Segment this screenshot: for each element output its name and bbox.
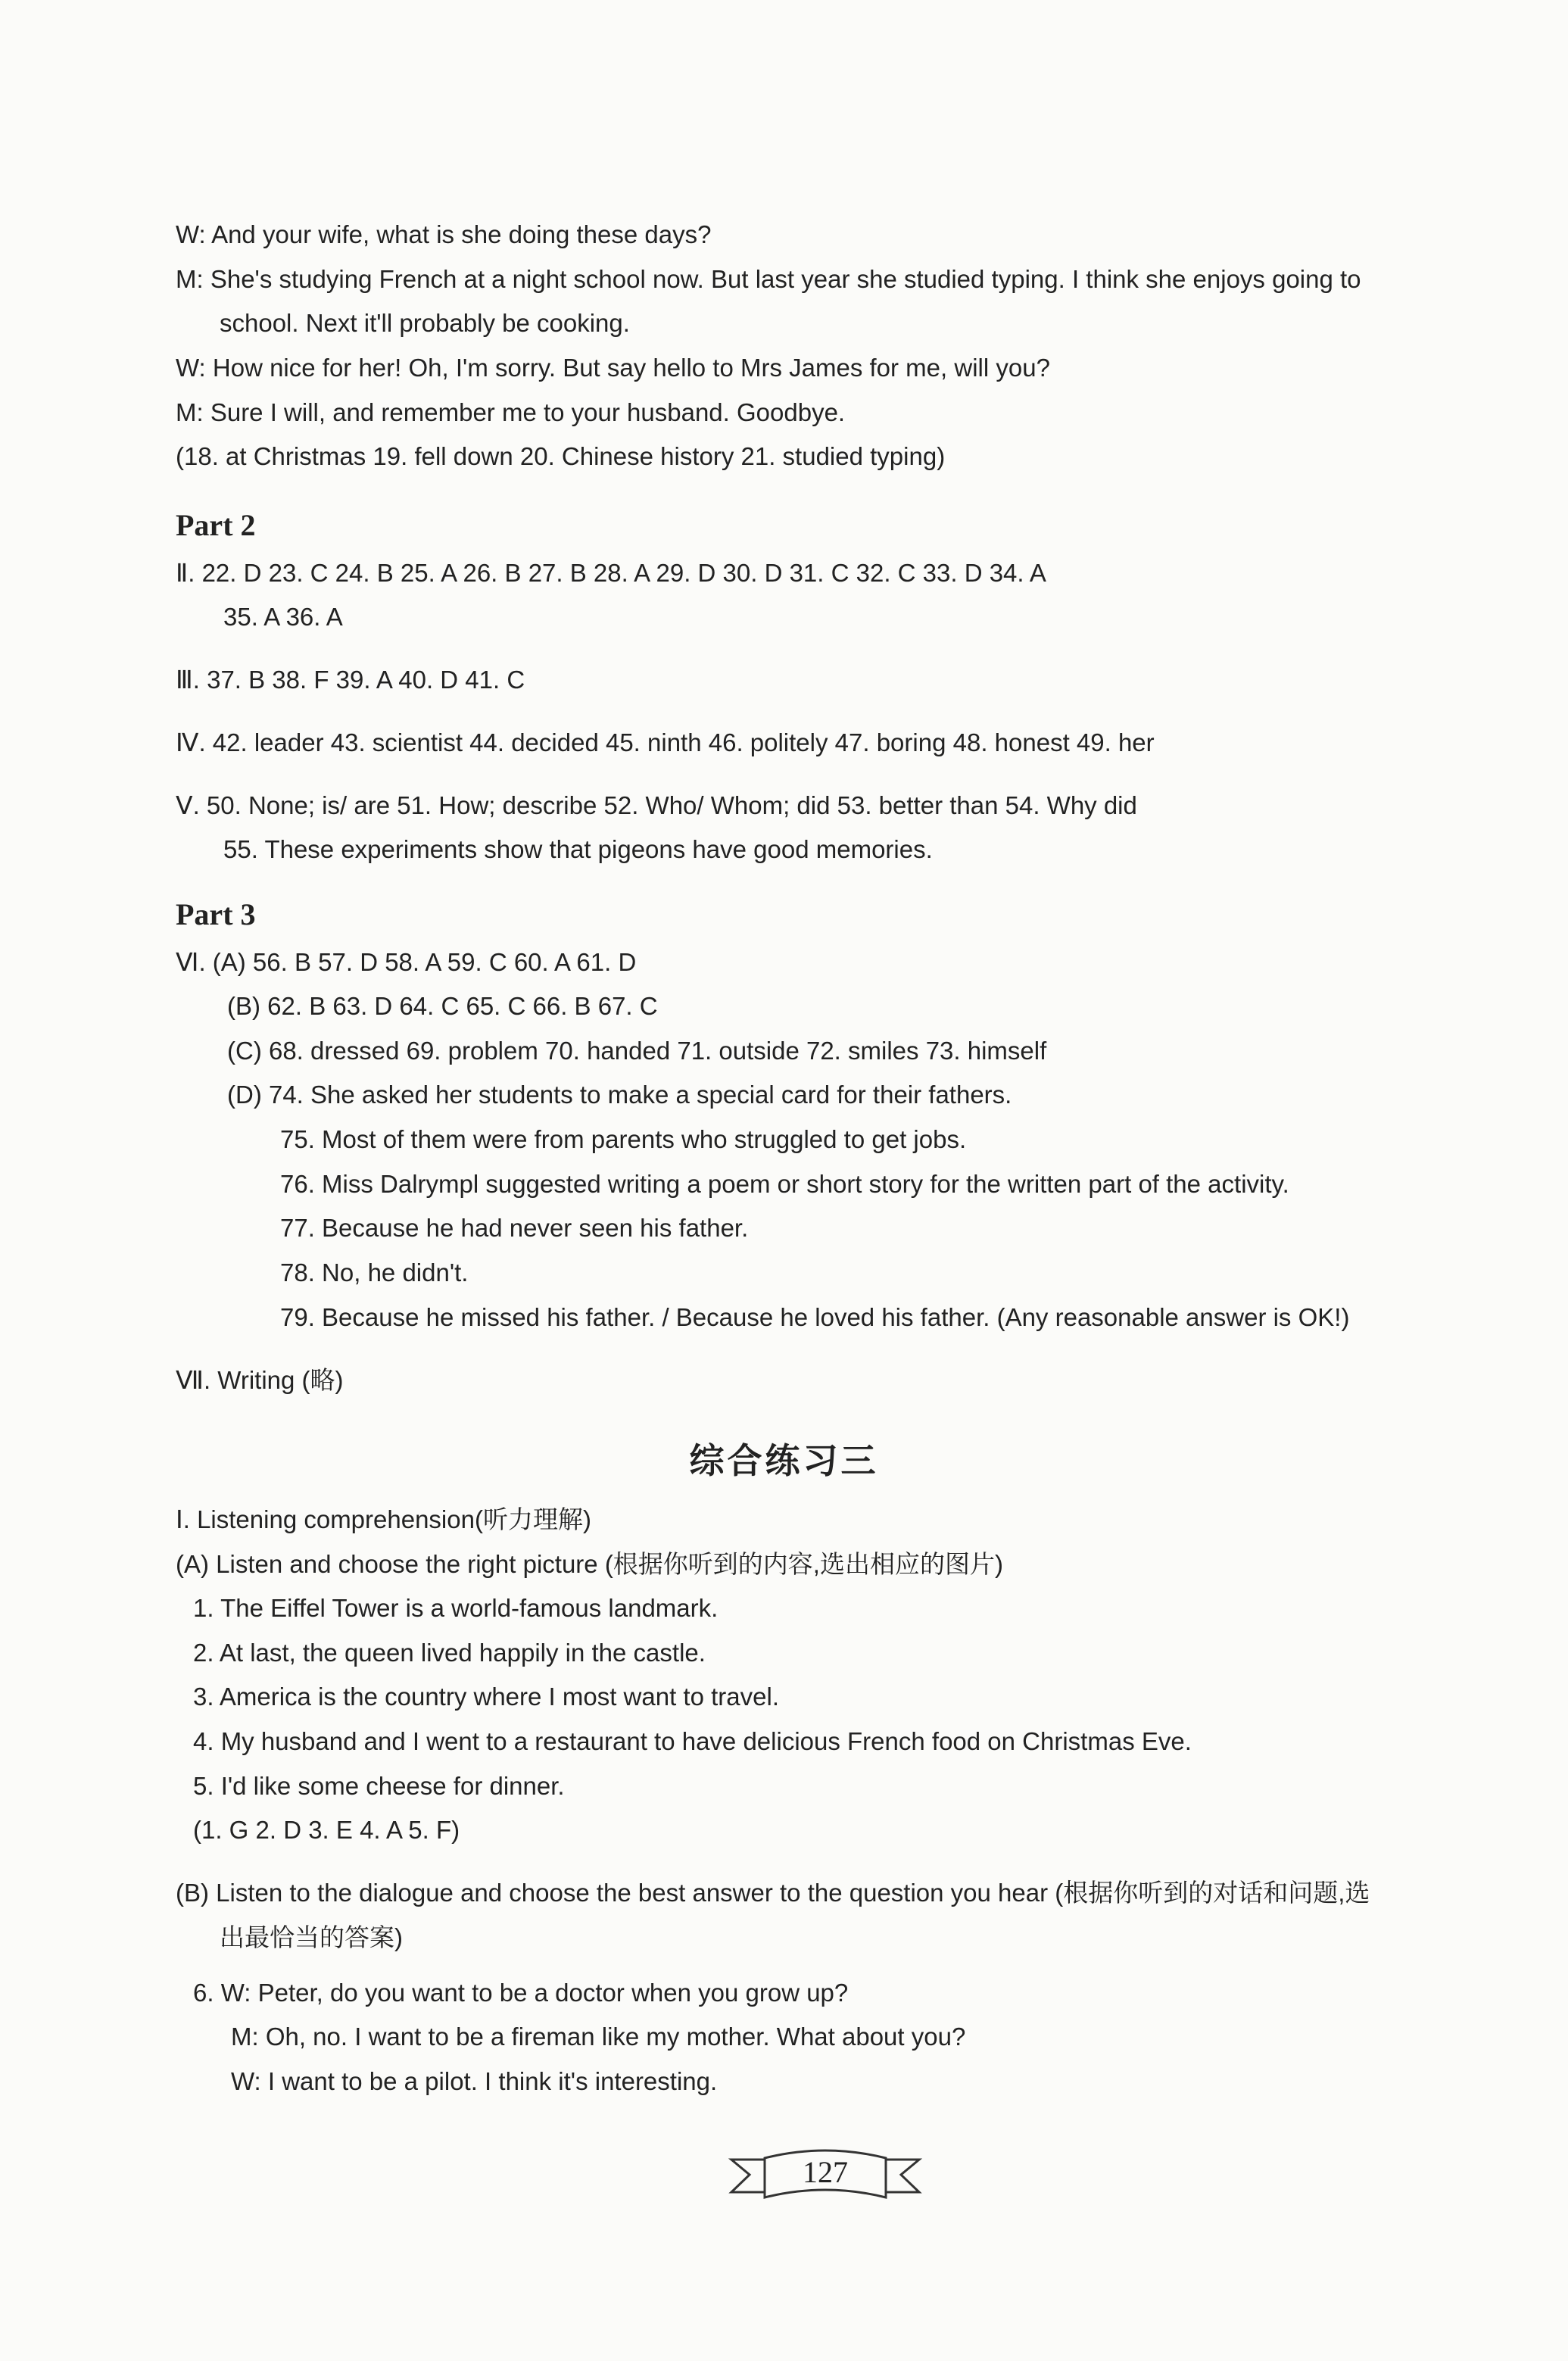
answers-line: Ⅶ. Writing (略): [176, 1366, 344, 1394]
dialogue-line: school. Next it'll probably be cooking.: [220, 309, 630, 337]
section-title: 综合练习三: [689, 1441, 879, 1480]
section-line: 出最恰当的答案): [220, 1923, 403, 1951]
page-number-ribbon: [727, 2135, 924, 2211]
answers-line: 55. These experiments show that pigeons have good memories.: [223, 835, 933, 863]
answers-line: (1. G 2. D 3. E 4. A 5. F): [193, 1816, 460, 1844]
answers-line: 76. Miss Dalrympl suggested writing a poem or short story for the written part of the activity.: [280, 1170, 1289, 1198]
section-line: 5. I'd like some cheese for dinner.: [193, 1772, 565, 1800]
answers-line: 77. Because he had never seen his father.: [280, 1214, 749, 1242]
section-line: 3. America is the country where I most want to travel.: [193, 1683, 779, 1711]
section-line: (A) Listen and choose the right picture (根据你听到的内容,选出相应的图片): [176, 1550, 1003, 1578]
answers-line: (C) 68. dressed 69. problem 70. handed 71. outside 72. smiles 73. himself: [227, 1037, 1047, 1065]
section-line: 1. The Eiffel Tower is a world-famous landmark.: [193, 1594, 719, 1622]
dialogue-line: W: I want to be a pilot. I think it's interesting.: [231, 2067, 718, 2095]
answers-line: 75. Most of them were from parents who struggled to get jobs.: [280, 1125, 967, 1153]
section-line: 4. My husband and I went to a restaurant to have delicious French food on Christmas Eve.: [193, 1727, 1192, 1755]
dialogue-line: M: Sure I will, and remember me to your husband. Goodbye.: [176, 398, 846, 426]
page-number: 127: [803, 2155, 848, 2189]
answers-line: 78. No, he didn't.: [280, 1258, 469, 1287]
dialogue-line: W: And your wife, what is she doing these days?: [176, 220, 712, 248]
answers-line: 35. A 36. A: [223, 603, 343, 631]
dialogue-line: M: Oh, no. I want to be a fireman like my mother. What about you?: [231, 2023, 966, 2051]
answers-line: Ⅲ. 37. B 38. F 39. A 40. D 41. C: [176, 666, 525, 694]
section-line: (B) Listen to the dialogue and choose the best answer to the question you hear (根据你听到的对话和问题,选: [176, 1879, 1370, 1907]
answers-line: Ⅴ. 50. None; is/ are 51. How; describe 52. Who/ Whom; did 53. better than 54. Why did: [176, 791, 1137, 819]
answers-line: Ⅱ. 22. D 23. C 24. B 25. A 26. B 27. B 28. A 29. D 30. D 31. C 32. C 33. D 34. A: [176, 559, 1046, 587]
section-line: Ⅰ. Listening comprehension(听力理解): [176, 1505, 591, 1533]
answers-line: (B) 62. B 63. D 64. C 65. C 66. B 67. C: [227, 992, 658, 1020]
answers-line: (D) 74. She asked her students to make a special card for their fathers.: [227, 1081, 1012, 1109]
part-2-heading: Part 2: [176, 508, 256, 542]
part-3-heading: Part 3: [176, 897, 256, 931]
answers-line: 79. Because he missed his father. / Because he loved his father. (Any reasonable answer is OK!): [280, 1303, 1350, 1331]
dialogue-line: 6. W: Peter, do you want to be a doctor when you grow up?: [193, 1979, 849, 2007]
dialogue-line: W: How nice for her! Oh, I'm sorry. But say hello to Mrs James for me, will you?: [176, 354, 1050, 382]
answers-line: Ⅳ. 42. leader 43. scientist 44. decided 45. ninth 46. politely 47. boring 48. honest 49. her: [176, 728, 1155, 756]
section-line: 2. At last, the queen lived happily in the castle.: [193, 1639, 706, 1667]
answers-line: Ⅵ. (A) 56. B 57. D 58. A 59. C 60. A 61. D: [176, 948, 637, 976]
dialogue-line: M: She's studying French at a night school now. But last year she studied typing. I think she enjoys going to: [176, 265, 1361, 293]
answers-line: (18. at Christmas 19. fell down 20. Chinese history 21. studied typing): [176, 442, 946, 470]
